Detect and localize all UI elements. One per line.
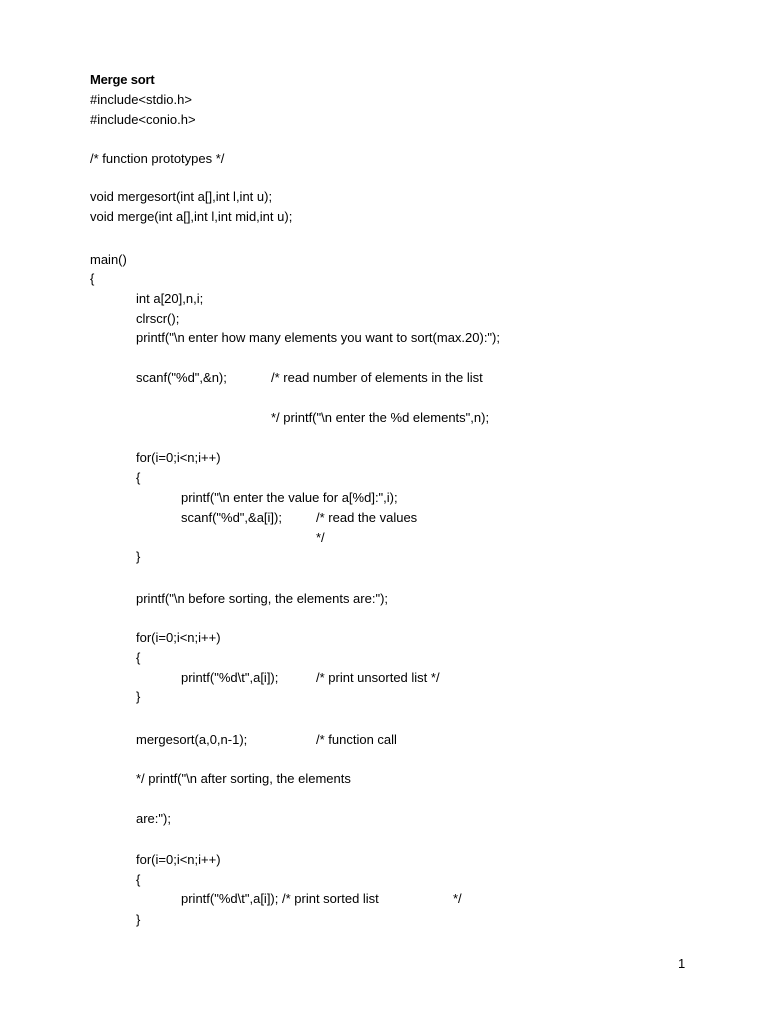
code-comment-read-values-end: */ [316,530,325,545]
code-line-printf-after-sorting-cont: are:"); [136,811,171,826]
code-comment-function-call: /* function call [316,732,397,747]
code-line-printf-how-many: printf("\n enter how many elements you want to sort(max.20):"); [136,330,500,345]
code-line-printf-unsorted: printf("%d\t",a[i]); [181,670,279,685]
code-line-for-sorted-close: } [136,912,141,927]
code-line-scanf-value: scanf("%d",&a[i]); [181,510,282,525]
code-line-for-sorted: for(i=0;i<n;i++) [136,852,221,867]
code-line-scanf-n: scanf("%d",&n); [136,370,227,385]
code-line-printf-before-sorting: printf("\n before sorting, the elements are:"); [136,591,389,606]
code-comment-print-sorted-end: */ [453,891,462,906]
code-comment-read-number: /* read number of elements in the list [271,370,483,385]
code-line-mergesort-call: mergesort(a,0,n-1); [136,732,248,747]
code-line-for-read-open: { [136,470,141,485]
code-line-for-sorted-open: { [136,872,141,887]
code-line-declarations: int a[20],n,i; [136,291,204,306]
code-line-for-read: for(i=0;i<n;i++) [136,450,221,465]
code-line-for-read-close: } [136,549,141,564]
code-line-merge-prototype: void merge(int a[],int l,int mid,int u); [90,209,293,224]
code-line-open-brace: { [90,271,95,286]
code-line-for-unsorted-open: { [136,650,141,665]
code-line-clrscr: clrscr(); [136,311,180,326]
code-line-printf-enter-elements: */ printf("\n enter the %d elements",n); [271,410,490,425]
code-line-printf-enter-value: printf("\n enter the value for a[%d]:",i); [181,490,398,505]
code-comment-function-prototypes: /* function prototypes */ [90,151,225,166]
code-line-printf-sorted: printf("%d\t",a[i]); /* print sorted list [181,891,379,906]
code-line-main: main() [90,252,127,267]
code-comment-read-values: /* read the values [316,510,418,525]
code-line-include-conio: #include<conio.h> [90,112,196,127]
code-line-for-unsorted-close: } [136,689,141,704]
page-number: 1 [678,956,686,971]
code-comment-print-unsorted: /* print unsorted list */ [316,670,440,685]
document-title: Merge sort [90,72,155,87]
code-line-printf-after-sorting: */ printf("\n after sorting, the elements [136,771,351,786]
code-line-for-unsorted: for(i=0;i<n;i++) [136,630,221,645]
code-line-mergesort-prototype: void mergesort(int a[],int l,int u); [90,189,273,204]
code-line-include-stdio: #include<stdio.h> [90,92,192,107]
